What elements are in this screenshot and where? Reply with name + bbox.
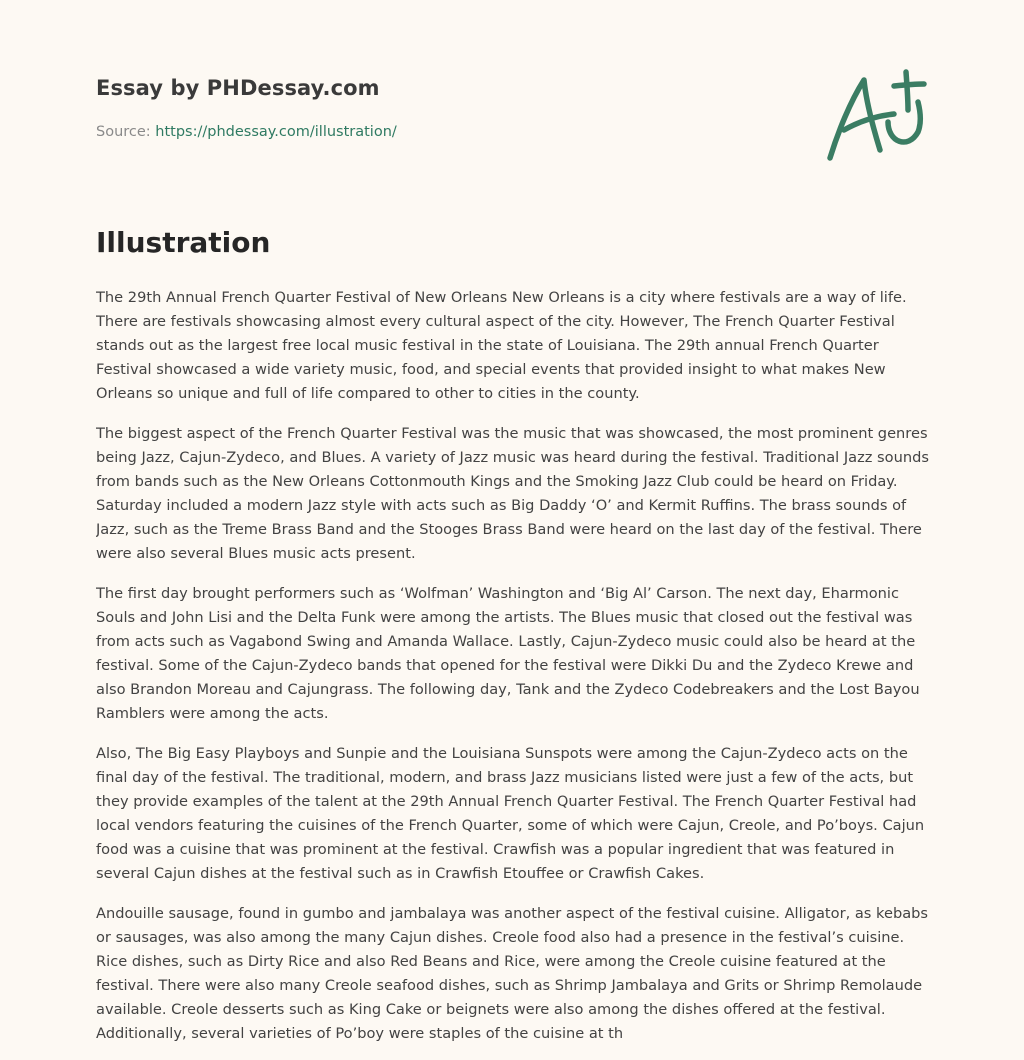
essay-paragraph: Also, The Big Easy Playboys and Sunpie and the Louisiana Sunspots were among the Cajun-Zydeco acts on the final day of the festival. The traditional, modern, and brass Jazz musicians listed were just a few of the acts, but they provide examples of the talent at the 29th Annual French Quarter Festival. The French Quarter Festival had local vendors featuring the cuisines of the French Quarter, some of which were Cajun, Creole, and Po’boys. Cajun food was a cuisine that was prominent at the festival. Crawfish was a popular ingredient that was featured in several Cajun dishes at the festival such as in Crawfish Etouffee or Crawfish Cakes. [96,745,925,882]
essay-paragraph: The biggest aspect of the French Quarter Festival was the music that was showcased, the most prominent genres being Jazz, Cajun-Zydeco, and Blues. A variety of Jazz music was heard during the festival. Traditional Jazz sounds from bands such as the New Orleans Cottonmouth Kings and the Smoking Jazz Club could be heard on Friday. Saturday included a modern Jazz style with acts such as Big Daddy ‘O’ and Kermit Ruffins. The brass sounds of Jazz, such as the Treme Brass Band and the Stooges Brass Band were heard on the last day of the festival. There were also several Blues music acts present. [96,425,929,562]
page-header [96,0,928,180]
source-line [96,124,397,140]
essay-paragraph: The 29th Annual French Quarter Festival of New Orleans New Orleans is a city where festivals are a way of life. There are festivals showcasing almost every cultural aspect of the city. However, The French Quarter Festival stands out as the largest free local music festival in the state of Louisiana. The 29th annual French Quarter Festival showcased a wide variety music, food, and special events that provided insight to what makes New Orleans so unique and full of life compared to other to cities in the county. [96,289,907,402]
source-label: Source: [96,124,151,140]
essay-paragraph: The first day brought performers such as ‘Wolfman’ Washington and ‘Big Al’ Carson. The next day, Eharmonic Souls and John Lisi and the Delta Funk were among the artists. The Blues music that closed out the festival was from acts such as Vagabond Swing and Amanda Wallace. Lastly, Cajun-Zydeco music could also be heard at the festival. Some of the Cajun-Zydeco bands that opened for the festival were Dikki Du and the Zydeco Krewe and also Brandon Moreau and Cajungrass. The following day, Tank and the Zydeco Codebreakers and the Lost Bayou Ramblers were among the acts. [96,585,920,722]
essay-body [96,286,934,1060]
a-plus-logo-icon [824,66,928,166]
essay-paragraph: Andouille sausage, found in gumbo and jambalaya was another aspect of the festival cuisine. Alligator, as kebabs or sausages, was also among the many Cajun dishes. Creole food also had a presence in the festival’s cuisine. Rice dishes, such as Dirty Rice and also Red Beans and Rice, were among the Creole cuisine featured at the festival. There were also many Creole seafood dishes, such as Shrimp Jambalaya and Grits or Shrimp Remolaude available. Creole desserts such as King Cake or beignets were also among the dishes offered at the festival. Additionally, several varieties of Po’boy were staples of the cuisine at th [96,905,929,1042]
source-link[interactable]: https://phdessay.com/illustration/ [155,124,397,140]
page-title: Illustration [96,226,271,259]
site-title: Essay by PHDessay.com [96,76,380,100]
